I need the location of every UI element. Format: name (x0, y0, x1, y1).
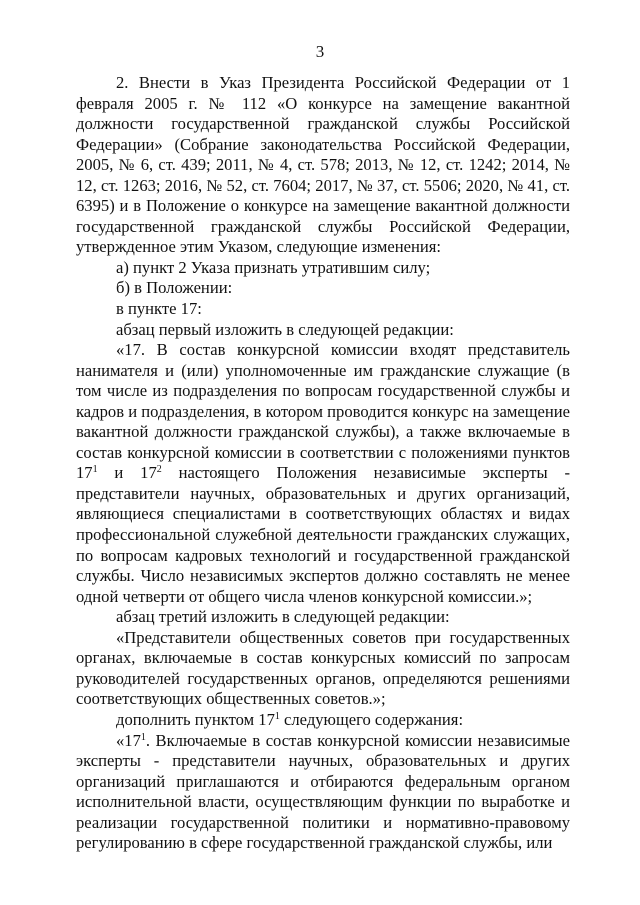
text-segment: «17. В состав конкурсной комиссии входят представитель нанимателя и (или) уполномоченные им гражданские служащие (в том числе из подразделения по вопросам государственной службы и кадров и подразделения, в котором проводится конкурс на замещение вакантной должности гражданской службы), а также включаемые в состав конкурсной комиссии в соответствии с положениями пунктов 17 (76, 340, 570, 483)
document-body (76, 73, 570, 854)
superscript: 1 (274, 710, 280, 722)
page-number: 3 (315, 42, 325, 61)
paragraph-point-17-1-text (76, 731, 570, 854)
superscript: 2 (156, 464, 162, 476)
paragraph-point-17-text (76, 340, 570, 607)
paragraph-first-abzac: абзац первый изложить в следующей редакции: (116, 319, 454, 339)
text-segment: настоящего Положения независимые эксперты - представители научных, образовательных и других организаций, являющиеся специалистами в соответствующих областях и видах профессиональной служебной деятельности гражданских служащих, по вопросам кадровых технологий и государственной гражданской службы. Число независимых экспертов должно составлять не менее одной четверти от общего числа членов конкурсной комиссии.»; (76, 463, 570, 606)
paragraph-item-b: б) в Положении: (116, 278, 233, 298)
paragraph-point-17: в пункте 17: (116, 299, 202, 319)
text-segment: и 17 (97, 463, 157, 483)
text-segment: . Включаемые в состав конкурсной комиссии независимые эксперты - представители научных, образовательных и других организаций приглашаются и отбираются федеральным органом исполнительной власти, осуществляющим функции по выработке и реализации государственной политики и нормативно-правовому регулированию в сфере государственной гражданской службы, или (76, 730, 570, 853)
paragraph-amend-decree: 2. Внести в Указ Президента Российской Федерации от 1 февраля 2005 г. № 112 «О конкурсе на замещение вакантной должности государственной гражданской службы Российской Федерации» (Собрание законодательства Российской Федерации, 2005, № 6, ст. 439; 2011, № 4, ст. 578; 2013, № 12, ст. 1242; 2014, № 12, ст. 1263; 2016, № 52, ст. 7604; 2017, № 37, ст. 5506; 2020, № 41, ст. 6395) и в Положение о конкурсе на замещение вакантной должности государственной гражданской службы Российской Федерации, утвержденное этим Указом, следующие изменения: (76, 73, 570, 257)
superscript: 1 (92, 464, 98, 476)
paragraph-public-councils: «Представители общественных советов при государственных органах, включаемые в состав конкурсных комиссий по запросам руководителей государственных органов, определяются решениями соответствующих общественных советов.»; (76, 627, 570, 709)
text-segment: «17 (116, 730, 141, 750)
text-segment: следующего содержания: (279, 709, 464, 729)
text-segment: дополнить пунктом 17 (116, 709, 275, 729)
paragraph-third-abzac: абзац третий изложить в следующей редакции: (116, 607, 450, 627)
paragraph-add-point (76, 710, 570, 731)
superscript: 1 (140, 731, 146, 743)
paragraph-item-a: а) пункт 2 Указа признать утратившим силу; (116, 257, 431, 277)
